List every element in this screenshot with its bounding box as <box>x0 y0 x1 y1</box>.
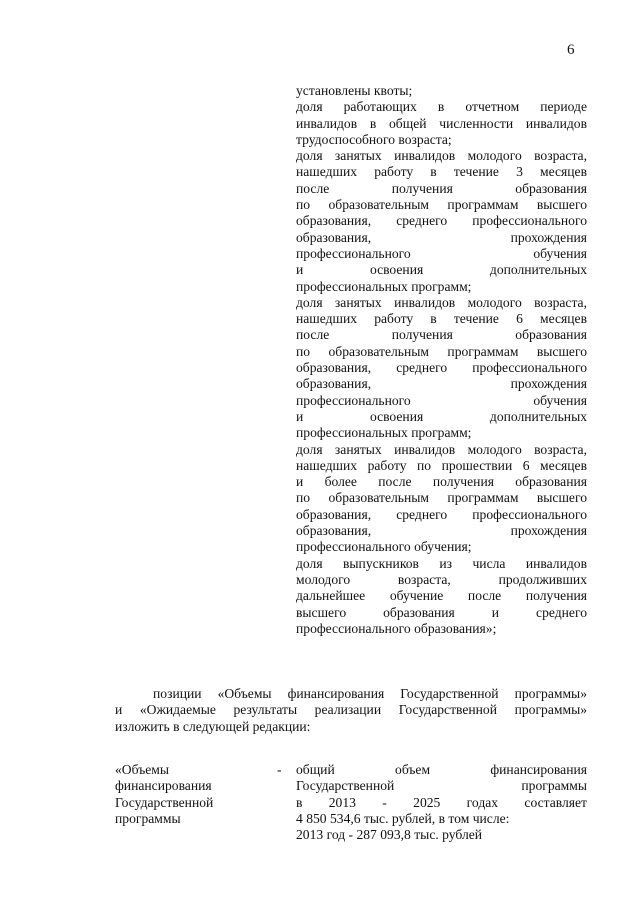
text-line: образования, прохождения <box>296 229 587 245</box>
table-right-line: в 2013 - 2025 годах составляет <box>296 794 587 810</box>
text-line: доля занятых инвалидов молодого возраста, <box>296 294 587 310</box>
text-line: профессионального обучения <box>296 392 587 408</box>
indicator-list <box>296 83 587 637</box>
text-line: по образовательным программам высшего <box>296 490 587 506</box>
paragraph-line: позиции «Объемы финансирования Государственной программы» <box>153 686 587 701</box>
text-line: профессионального обучения <box>296 245 587 261</box>
text-line: профессиональных программ; <box>296 425 472 441</box>
text-line: образования, прохождения <box>296 523 587 539</box>
table-left-cell <box>115 762 285 827</box>
text-line: доля выпускников из числа инвалидов <box>296 555 587 571</box>
text-line: трудоспособного возраста; <box>296 131 452 147</box>
text-line: после получения образования <box>296 180 587 196</box>
text-line: дальнейшее обучение после получения <box>296 588 587 604</box>
paragraph-line: и «Ожидаемые результаты реализации Государственной программы» <box>115 702 587 718</box>
text-line: доля занятых инвалидов молодого возраста, <box>296 148 587 164</box>
amendment-paragraph <box>115 686 587 735</box>
table-right-line: общий объем финансирования <box>296 762 587 777</box>
text-line: профессиональных программ; <box>296 278 472 294</box>
text-line: нашедших работу по прошествии 6 месяцев <box>296 457 587 473</box>
text-line: профессионального обучения; <box>296 539 472 555</box>
text-line: по образовательным программам высшего <box>296 197 587 213</box>
text-line: нашедших работу в течение 6 месяцев <box>296 311 587 327</box>
text-line: высшего образования и среднего <box>296 604 587 620</box>
text-line: образования, прохождения <box>296 376 587 392</box>
text-line: образования, среднего профессионального <box>296 213 587 229</box>
table-right-line: 2013 год - 287 093,8 тыс. рублей <box>296 827 483 843</box>
text-line: профессионального образования»; <box>296 620 497 636</box>
table-right-line: 4 850 534,6 тыс. рублей, в том числе: <box>296 810 510 826</box>
text-line: доля работающих в отчетном периоде <box>296 99 587 115</box>
paragraph-line: изложить в следующей редакции: <box>115 718 311 734</box>
text-line: молодого возраста, продолживших <box>296 571 587 587</box>
text-line: по образовательным программам высшего <box>296 343 587 359</box>
text-line: и более после получения образования <box>296 474 587 490</box>
text-line: нашедших работу в течение 3 месяцев <box>296 164 587 180</box>
text-line: после получения образования <box>296 327 587 343</box>
table-left-line: Государственной <box>115 794 214 810</box>
text-line: установлены квоты; <box>296 83 413 98</box>
table-left-line: «Объемы <box>115 762 169 777</box>
text-line: образования, среднего профессионального <box>296 506 587 522</box>
table-right-line: Государственной программы <box>296 778 587 794</box>
text-line: и освоения дополнительных <box>296 408 587 424</box>
text-line: образования, среднего профессионального <box>296 360 587 376</box>
table-dash: - <box>277 762 282 777</box>
table-right-cell <box>296 762 587 843</box>
text-line: доля занятых инвалидов молодого возраста, <box>296 441 587 457</box>
table-left-line: финансирования <box>115 778 212 794</box>
text-line: инвалидов в общей численности инвалидов <box>296 115 587 131</box>
table-left-line: программы <box>115 810 181 826</box>
page-number: 6 <box>567 42 575 58</box>
text-line: и освоения дополнительных <box>296 262 587 278</box>
